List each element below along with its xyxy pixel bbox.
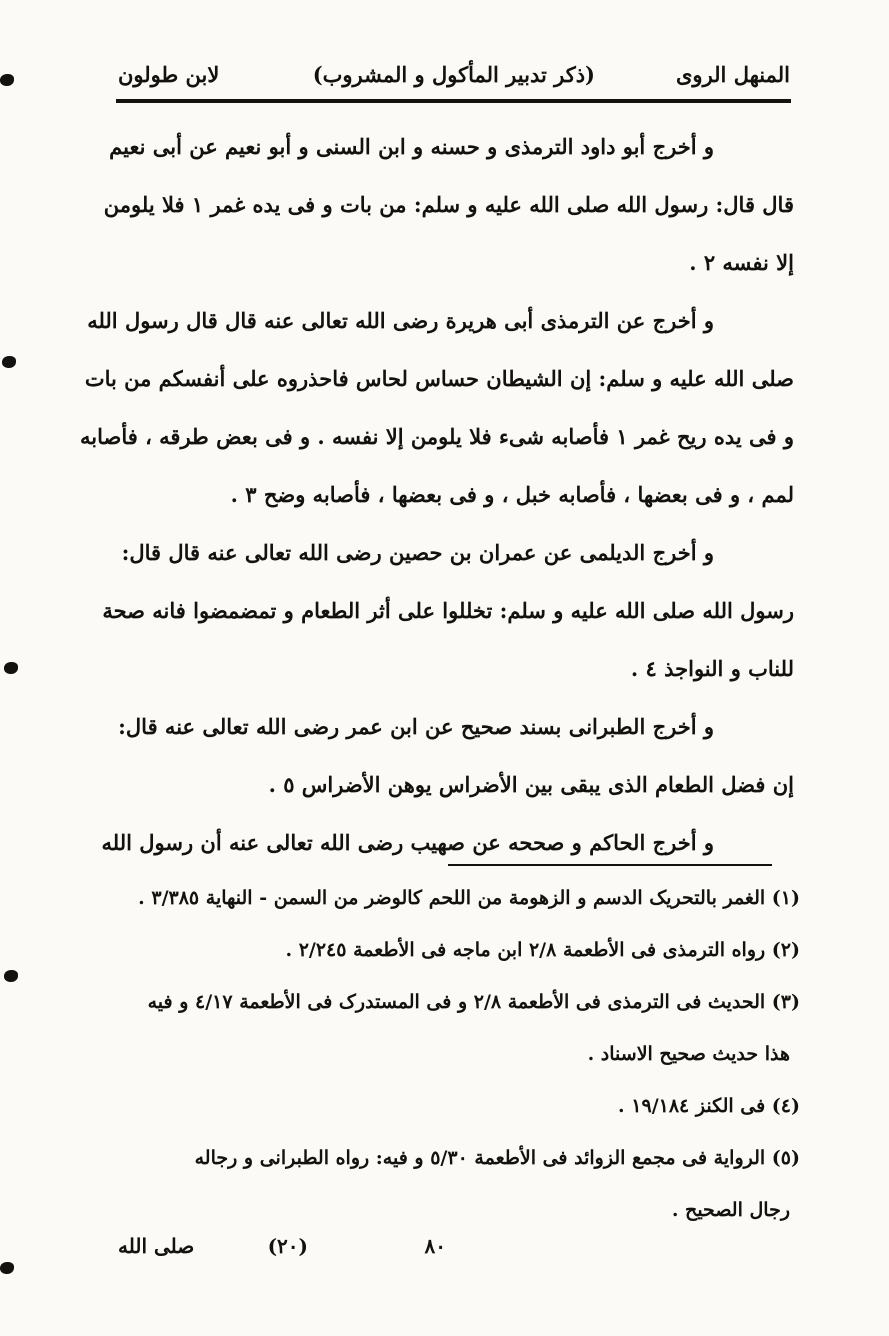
margin-ink-mark	[0, 74, 14, 86]
text-line: و أخرج الحاکم و صححه عن صهیب رضی الله تعالی عنه أن رسول الله	[101, 830, 714, 855]
footnote-line: (١) الغمر بالتحریک الدسم و الزهومة من اللحم کالوضر من السمن - النهایة ٣/٣٨٥ .	[138, 887, 800, 909]
text-line: للناب و النواجذ ٤ .	[630, 656, 794, 681]
footnote-line: هذا حدیث صحیح الاسناد .	[587, 1043, 790, 1065]
text-line: إن فضل الطعام الذی یبقی بین الأضراس یوهن الأضراس ٥ .	[268, 772, 794, 797]
footnote-line: (٤) فی الکنز ١٩/١٨٤ .	[618, 1095, 800, 1117]
header-chapter-title: (ذکر تدبیر المأکول و المشروب)	[312, 62, 595, 87]
header-book-title: المنهل الروی	[675, 62, 790, 87]
header-author: لابن طولون	[118, 62, 220, 87]
running-header	[118, 58, 790, 96]
text-line: و أخرج أبو داود الترمذی و حسنه و ابن السنی و أبو نعیم عن أبی نعیم	[109, 134, 714, 159]
signature-mark: (٢٠)	[267, 1234, 308, 1258]
text-line: لمم ، و فی بعضها ، فأصابه خبل ، و فی بعضها ، فأصابه وضح ٣ .	[230, 482, 794, 507]
text-line: صلی الله علیه و سلم: إن الشیطان حساس لحاس فاحذروه علی أنفسکم من بات	[84, 366, 794, 391]
text-line: و أخرج الدیلمی عن عمران بن حصین رضی الله تعالی عنه قال قال:	[121, 540, 714, 565]
text-line: و فی یده ریح غمر ١ فأصابه شیء فلا یلومن إلا نفسه . و فی بعض طرقه ، فأصابه	[80, 424, 794, 449]
header-rule	[116, 99, 791, 103]
footnote-line: رجال الصحیح .	[671, 1199, 790, 1221]
margin-ink-mark	[4, 662, 18, 674]
text-line: و أخرج عن الترمذی أبی هریرة رضی الله تعالی عنه قال قال رسول الله	[87, 308, 714, 333]
margin-ink-mark	[0, 1262, 14, 1274]
margin-ink-mark	[2, 356, 16, 368]
margin-ink-mark	[4, 970, 18, 982]
footnote-line: (٢) رواه الترمذی فی الأطعمة ٢/٨ ابن ماجه فی الأطعمة ٢/٢٤٥ .	[285, 939, 800, 961]
footnote-line: (٥) الروایة فی مجمع الزوائد فی الأطعمة ٥/٣٠ و فیه: رواه الطبرانی و رجاله	[194, 1147, 800, 1169]
text-line: رسول الله صلی الله علیه و سلم: تخللوا علی أثر الطعام و تمضمضوا فانه صحة	[102, 598, 794, 623]
footnotes	[110, 872, 800, 1236]
text-line: قال قال: رسول الله صلی الله علیه و سلم: من بات و فی یده غمر ١ فلا یلومن	[103, 192, 794, 217]
footnote-rule	[448, 864, 772, 866]
text-line: إلا نفسه ٢ .	[689, 250, 794, 275]
footnote-line: (٣) الحدیث فی الترمذی فی الأطعمة ٢/٨ و فی المستدرک فی الأطعمة ٤/١٧ و فیه	[147, 991, 800, 1013]
main-text	[80, 118, 794, 872]
page-footer	[118, 1232, 718, 1268]
catchword: صلی الله	[118, 1234, 195, 1258]
page-number: ٨٠	[424, 1234, 446, 1258]
text-line: و أخرج الطبرانی بسند صحیح عن ابن عمر رضی الله تعالی عنه قال:	[118, 714, 714, 739]
